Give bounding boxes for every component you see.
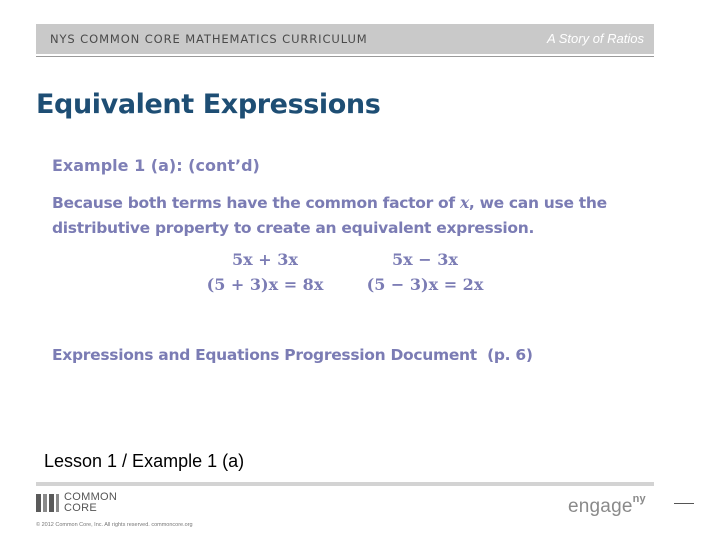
example-heading: Example 1 (a): (cont’d) [52, 156, 260, 175]
body-paragraph [52, 190, 632, 241]
body-text-end: , we can use the distributive property to create an equivalent expression. [52, 194, 607, 237]
header-divider [36, 56, 654, 57]
body-text-start: Because both terms have the common factor of [52, 194, 460, 212]
copyright-notice: © 2012 Common Core, Inc. All rights reserved. commoncore.org [36, 522, 193, 528]
engage-wordmark: engage [568, 496, 633, 517]
common-core-wordmark [64, 492, 117, 514]
right-expression: 5x − 3x [392, 250, 458, 269]
progression-document-reference: Expressions and Equations Progression Document (p. 6) [52, 346, 533, 364]
ny-superscript: ny [632, 493, 646, 505]
series-label: A Story of Ratios [546, 31, 644, 46]
engageny-logo [568, 493, 646, 518]
cc-line-1: COMMON [64, 491, 118, 503]
footer-dash [674, 503, 694, 504]
header-bar [36, 24, 654, 54]
common-core-logo-icon [36, 494, 60, 512]
left-result: (5 + 3)x = 8x [206, 275, 324, 294]
left-expression: 5x + 3x [232, 250, 298, 269]
right-result: (5 − 3)x = 2x [366, 275, 484, 294]
curriculum-label: NYS COMMON CORE MATHEMATICS CURRICULUM [50, 32, 368, 46]
slide-title: Equivalent Expressions [36, 89, 381, 120]
lesson-label: Lesson 1 / Example 1 (a) [44, 451, 245, 471]
footer-divider [36, 482, 654, 486]
cc-line-2: CORE [64, 502, 97, 514]
variable-x: x [459, 193, 469, 212]
